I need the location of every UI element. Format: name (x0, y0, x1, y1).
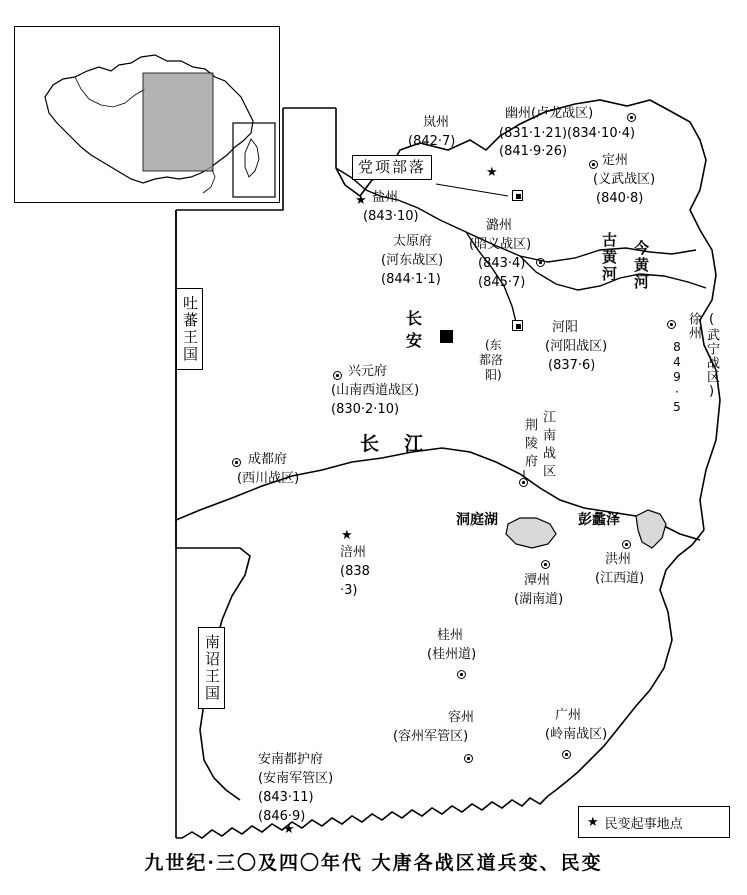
boxed-label-dangxiang: 党项部落 (352, 155, 432, 180)
place-label-youzhou-line2: (831·1·21)(834·10·4) (499, 126, 636, 141)
place-label-dingzhou-line2: (义武战区) (593, 172, 656, 187)
place-label-rongzhou-line2: (容州军管区) (393, 729, 469, 744)
lake-label-dongting: 洞庭湖 (456, 512, 498, 528)
place-label-fuzhou-line1: 涪州 (340, 545, 367, 560)
place-label-fuzhou-line3: ·3) (340, 583, 358, 598)
place-label-annan-line4: (846·9) (258, 809, 306, 824)
marker-circle-xingyuanfu (333, 371, 342, 380)
marker-circle-guangzhou (562, 750, 571, 759)
place-label-jianglingfu-col2a: 江 (540, 410, 555, 424)
marker-circle-tanzhou (541, 560, 550, 569)
place-label-dongdu-line2: 都洛 (479, 353, 504, 367)
place-label-jianglingfu-col1: 荆 (522, 418, 537, 432)
place-label-heyang-line1: 河阳 (552, 320, 579, 335)
marker-circle-jianglingfu (519, 478, 528, 487)
marker-square-luzhou (512, 190, 523, 201)
marker-circle-youzhou (627, 113, 636, 122)
place-label-lanzhou-line1: 岚州 (423, 115, 450, 130)
marker-star-yanzhou: ★ (355, 193, 367, 208)
place-label-xuzhou-line2: (武宁战区) (704, 312, 719, 400)
place-label-annan-line3: (843·11) (258, 790, 314, 805)
place-label-guangzhou-line1: 广州 (555, 708, 582, 723)
river-label-huanghe-old: 古黄河 (600, 232, 618, 283)
place-label-chengdufu-line1: 成都府 (248, 452, 288, 467)
place-label-luzhou-line3: (843·4) (478, 256, 526, 271)
place-label-guizhou-line1: 桂州 (437, 628, 464, 643)
place-label-heyang-line3: (837·6) (548, 358, 596, 373)
place-label-jianglingfu-col2c: 战 (540, 446, 555, 460)
place-label-annan-line2: (安南军管区) (258, 771, 334, 786)
marker-circle-hongzhou (622, 540, 631, 549)
place-label-rongzhou-line1: 容州 (448, 710, 475, 725)
marker-circle-dingzhou (589, 160, 598, 169)
river-label-huanghe-new: 今黄河 (632, 240, 650, 291)
place-label-yanzhou-line2: (843·10) (363, 209, 419, 224)
dongting-lake-shape (506, 518, 556, 548)
place-label-xingyuanfu-line2: (山南西道战区) (331, 383, 420, 398)
marker-star-fuzhou: ★ (341, 528, 353, 543)
place-label-yanzhou-line1: 盐州 (372, 190, 399, 205)
map-caption: 九世纪·三〇及四〇年代 大唐各战区道兵变、民变 (144, 852, 603, 874)
place-label-jianglingfu-col2b: 南 (540, 428, 555, 442)
place-label-taiyuanfu-line2: (河东战区) (381, 253, 444, 268)
place-label-taiyuanfu-line1: 太原府 (393, 234, 433, 249)
place-label-dingzhou-line1: 定州 (602, 153, 629, 168)
river-label-changjiang: 长 江 (360, 433, 428, 455)
place-label-chengdufu-line2: (西川战区) (237, 471, 300, 486)
place-label-jianglingfu-col2d: 区 (540, 464, 555, 478)
place-label-lanzhou-line2: (842·7) (408, 134, 456, 149)
place-label-dingzhou-line3: (840·8) (596, 191, 644, 206)
capital-marker-changan (440, 330, 453, 343)
place-label-xuzhou-line1: 徐州 (686, 312, 701, 340)
place-label-youzhou-line1: 幽州(卢龙战区) (505, 106, 594, 121)
place-label-luzhou-line2: (昭义战区) (469, 237, 532, 252)
marker-star-lanzhou: ★ (486, 165, 498, 180)
place-label-youzhou-line3: (841·9·26) (499, 144, 568, 159)
marker-circle-rongzhou (464, 754, 473, 763)
capital-label-changan-line1: 长 (406, 309, 423, 328)
place-label-xingyuanfu-line3: (830·2·10) (331, 402, 400, 417)
marker-star-annan: ★ (283, 822, 295, 837)
marker-square-heyang (512, 320, 523, 331)
place-label-tanzhou-line1: 潭州 (524, 573, 551, 588)
place-label-annan-line1: 安南都护府 (258, 752, 324, 767)
place-label-xingyuanfu-line1: 兴元府 (348, 364, 388, 379)
place-label-jianglingfu-col1c: 府 (522, 454, 537, 468)
place-label-dongdu-line3: 阳) (485, 368, 502, 382)
marker-circle-luzhou-secondary (536, 258, 545, 267)
legend-label: 民变起事地点 (604, 816, 683, 832)
place-label-tanzhou-line2: (湖南道) (514, 592, 564, 607)
place-label-hongzhou-line2: (江西道) (595, 571, 645, 586)
place-label-guizhou-line2: (桂州道) (427, 647, 477, 662)
place-label-jianglingfu-col1b: 陵 (522, 436, 537, 450)
poyang-lake-shape (636, 510, 666, 548)
place-label-taiyuanfu-line3: (844·1·1) (381, 272, 441, 287)
place-label-luzhou-line1: 潞州 (486, 218, 513, 233)
place-label-guangzhou-line2: (岭南战区) (545, 727, 608, 742)
place-label-heyang-line2: (河阳战区) (545, 339, 608, 354)
place-label-luzhou-line4: (845·7) (478, 275, 526, 290)
place-label-xuzhou-line3: 849·5 (670, 340, 684, 415)
legend-star-icon: ★ (587, 814, 599, 830)
marker-circle-chengdufu (232, 458, 241, 467)
place-label-hongzhou-line1: 洪州 (605, 552, 632, 567)
place-label-dongdu-line1: (东 (485, 338, 502, 352)
boxed-label-tubo: 吐蕃王国 (176, 288, 203, 370)
inset-map (14, 26, 280, 203)
capital-label-changan-line2: 安 (406, 331, 423, 350)
boxed-label-nanzhao: 南诏王国 (198, 627, 225, 709)
lake-label-poyang: 彭蠡泽 (578, 512, 620, 528)
legend-box (578, 806, 730, 838)
place-label-fuzhou-line2: (838 (340, 564, 370, 579)
inset-china-outline (15, 27, 278, 201)
marker-circle-guizhou (457, 670, 466, 679)
marker-circle-xuzhou (667, 320, 676, 329)
